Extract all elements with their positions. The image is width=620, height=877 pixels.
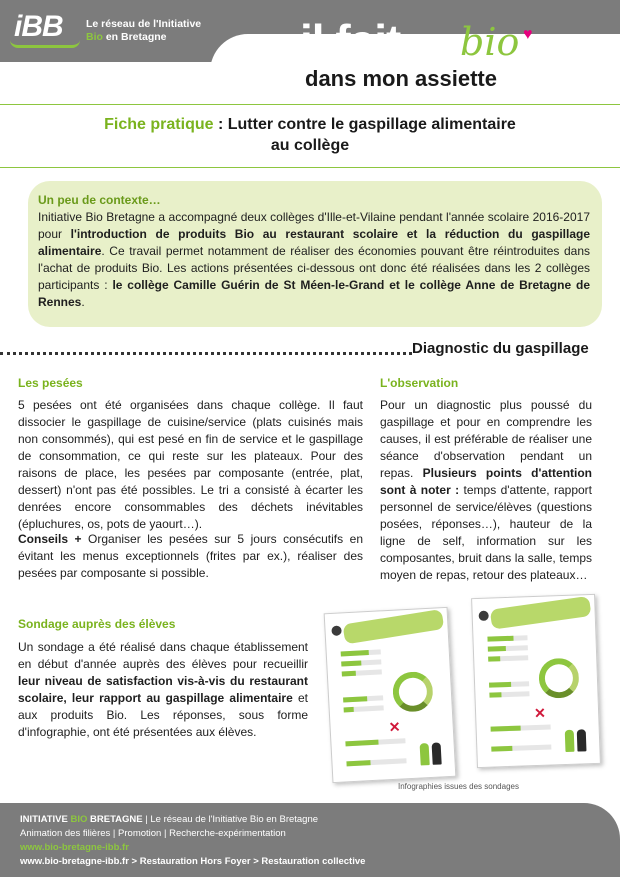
title-subtitle: dans mon assiette <box>305 66 497 91</box>
context-highlight-2: le collège Camille Guérin de St Méen-le-Grand et le collège Anne de Bretagne de Rennes <box>38 278 590 309</box>
poster-bar <box>344 705 384 712</box>
context-body: Initiative Bio Bretagne a accompagné deux collèges d'Ille-et-Vilaine pendant l'année scolaire 2016-2017 pour l'introduction de produits Bio au restaurant scolaire et la réduction du gaspillage alimentaire. Ce travail permet notamment de réaliser des économies pouvant être réintroduites dans l'achat de produits Bio. Les actions présentées ci-dessous ont donc été réalisées dans les 2 collèges participants : le collège Camille Guérin de St Méen-le-Grand et le collège Anne de Bretagne de Rennes. <box>38 210 591 309</box>
donut-chart-icon <box>392 671 434 713</box>
logo[interactable] <box>0 0 210 62</box>
heart-icon: ♥ <box>523 26 533 43</box>
pesees-body: 5 pesées ont été organisées dans chaque collège. Il faut dissocier le gaspillage de cuisine/service (plats cuisinés mais non consommés), qui est pesé en fin de service et le gaspillage de consommation, ce qui reste sur les plateaux. Pour des raisons de place, les pesées par composante (entrée, plat, dessert) n'ont pas été possibles. Le tri a consisté à écarter les denrées encore consommables des déchets inévitables (épluchures, os, pots de yaourt…). <box>18 398 363 531</box>
infographic-poster-1 <box>324 607 457 783</box>
dotted-rule <box>0 343 412 355</box>
footer-org: INITIATIVE BIO BRETAGNE | Le réseau de l'Initiative Bio en Bretagne <box>20 814 319 825</box>
heading-sondage: Sondage auprès des élèves <box>18 617 176 631</box>
logo-tagline-bio: Bio <box>86 31 103 43</box>
observation-highlight: Plusieurs points d'attention sont à noter : <box>380 466 593 497</box>
person-icon <box>432 742 442 764</box>
plate-icon <box>331 625 342 636</box>
fiche-title-line2: au collège <box>270 137 350 154</box>
poster-title-shape <box>490 596 592 630</box>
title-bio: bio <box>460 20 520 64</box>
infographic-caption: Infographies issues des sondages <box>398 782 519 791</box>
poster-bar <box>342 669 382 676</box>
logo-tagline-rest: en Bretagne <box>102 31 167 43</box>
person-icon <box>565 730 575 752</box>
poster-bar <box>341 659 381 666</box>
context-heading: Un peu de contexte… <box>38 193 161 207</box>
poster-title-shape <box>342 609 444 644</box>
section-title-diagnostic: Diagnostic du gaspillage <box>412 340 589 357</box>
logo-tagline-2 <box>86 31 167 43</box>
poster-bar <box>343 695 383 702</box>
poster-bar <box>341 649 381 656</box>
sondage-body: Un sondage a été réalisé dans chaque établissement en début d'année auprès des élèves pour recueillir leur niveau de satisfaction vis-à-vis du restaurant scolaire, leur rapport au gaspillage alimentaire et aux produits Bio. Les réponses, sous forme d'infographie, ont été présentées aux élèves. <box>18 640 308 739</box>
poster-bar <box>345 738 405 746</box>
fiche-title-line1: : Lutter contre le gaspillage alimentaire <box>213 116 516 133</box>
divider-fiche <box>0 167 620 168</box>
poster-bar <box>487 635 527 641</box>
sondage-highlight: leur niveau de satisfaction vis-à-vis du restaurant scolaire, leur rapport au gaspillage alimentaire <box>18 674 308 705</box>
donut-chart-icon <box>538 658 579 699</box>
infographic-images <box>328 596 606 791</box>
poster-bar <box>491 725 551 732</box>
poster-bar <box>488 645 528 651</box>
poster-bar <box>489 691 529 697</box>
heading-observation: L'observation <box>380 376 459 390</box>
observation-body: Pour un diagnostic plus poussé du gaspillage et pour en comprendre les causes, il est préférable de réaliser une séance d'observation pendant un repas. Plusieurs points d'attention sont à noter : temps d'attente, rapport personnel de service/élèves (questions posées, réponses…), hauteur de la ligne de self, information sur les composantes, bruit dans la salle, temps moyen de repas, retour des plateaux… <box>380 398 593 582</box>
logo-tagline-1: Le réseau de l'Initiative <box>86 18 202 30</box>
plate-icon <box>479 611 489 621</box>
conseils-label: Conseils + <box>18 532 89 546</box>
cross-icon: ✕ <box>388 718 401 736</box>
poster-bar <box>346 758 406 766</box>
footer-activities: Animation des filières | Promotion | Recherche-expérimentation <box>20 828 286 839</box>
pesees-conseils: Conseils + Organiser les pesées sur 5 jours consécutifs en évitant les menus exceptionnels (frites par ex.), réaliser des pesées par composante si possible. <box>18 532 363 580</box>
fiche-title <box>0 114 620 156</box>
cross-icon: ✕ <box>533 704 547 722</box>
fiche-label: Fiche pratique <box>104 116 214 133</box>
context-highlight-1: l'introduction de produits Bio au restaurant scolaire et la réduction du gaspillage alimentaire <box>38 227 591 258</box>
poster-bar <box>488 655 528 661</box>
person-icon <box>420 743 430 765</box>
footer-website-link[interactable]: www.bio-bretagne-ibb.fr <box>20 842 129 853</box>
context-box <box>28 181 602 327</box>
footer-path-link[interactable]: www.bio-bretagne-ibb.fr > Restauration Hors Foyer > Restauration collective <box>20 856 366 867</box>
logo-mark: iBB <box>14 10 63 43</box>
heading-pesees: Les pesées <box>18 376 83 390</box>
divider-top <box>0 104 620 105</box>
poster-bar <box>491 745 551 752</box>
person-icon <box>577 729 587 751</box>
logo-swoosh-icon <box>10 40 80 48</box>
title-il-fait: il fait <box>300 15 401 67</box>
infographic-poster-2 <box>471 594 601 768</box>
footer <box>0 803 620 877</box>
poster-bar <box>489 681 529 687</box>
